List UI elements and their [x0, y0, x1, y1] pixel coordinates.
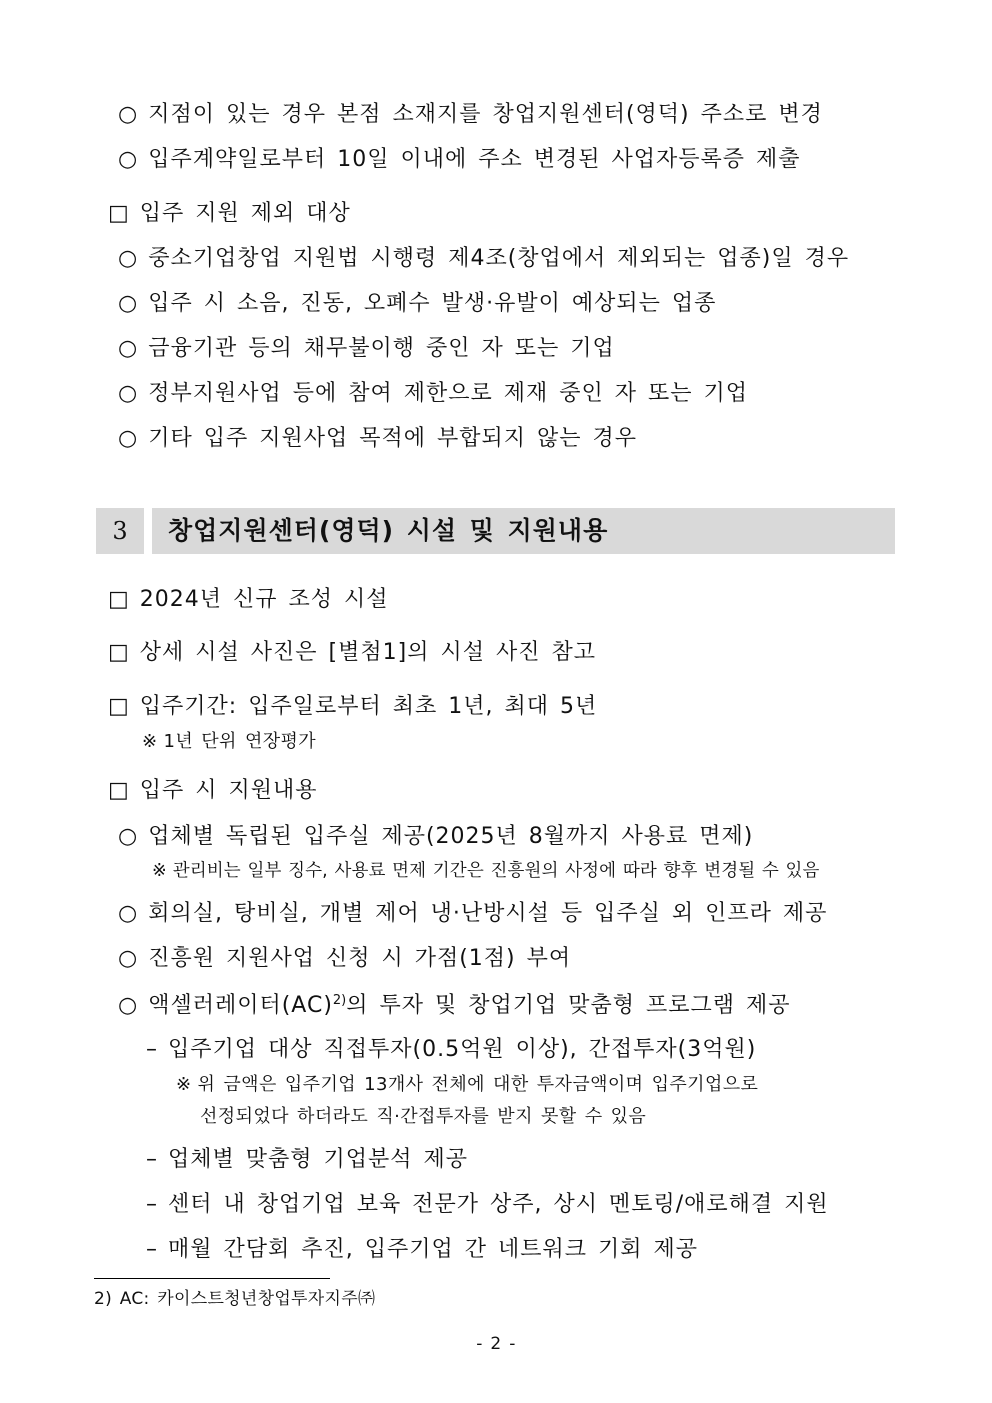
circle-bullet-icon: ○	[118, 336, 139, 361]
top-item-2	[118, 149, 800, 171]
circle-bullet-icon: ○	[118, 147, 139, 172]
item-text: 업체별 독립된 입주실 제공(2025년 8월까지 사용료 면제)	[148, 824, 754, 849]
note-text: 1년 단위 연장평가	[163, 731, 317, 752]
exclusion-item-1	[118, 248, 849, 270]
heading-text: 입주 지원 제외 대상	[139, 201, 351, 226]
item-text: 진흥원 지원사업 신청 시 가점(1점) 부여	[148, 946, 572, 971]
page-number: - 2 -	[476, 1334, 516, 1354]
circle-bullet-icon: ○	[118, 102, 139, 127]
dash-bullet-icon: –	[146, 1237, 158, 1262]
ac-sub-item-1	[146, 1039, 756, 1061]
facility-photos	[108, 642, 596, 664]
footnote: 2) AC: 카이스트청년창업투자지주㈜	[94, 1289, 376, 1309]
item-text: 업체별 맞춤형 기업분석 제공	[168, 1147, 469, 1172]
dash-bullet-icon: –	[146, 1192, 158, 1217]
facility-period-note	[142, 733, 316, 751]
section-title: 창업지원센터(영덕) 시설 및 지원내용	[152, 508, 895, 554]
note-text: 위 금액은 입주기업 13개사 전체에 대한 투자금액이며 입주기업으로	[197, 1074, 759, 1095]
item-text: 회의실, 탕비실, 개별 제어 냉·난방시설 등 입주실 외 인프라 제공	[148, 901, 828, 926]
support-ac	[118, 994, 791, 1017]
circle-bullet-icon: ○	[118, 993, 139, 1018]
square-bullet-icon: □	[108, 640, 130, 665]
square-bullet-icon: □	[108, 201, 130, 226]
footnote-ref: 2)	[332, 993, 347, 1008]
ac-sub-item-4	[146, 1239, 698, 1261]
item-text: 기타 입주 지원사업 목적에 부합되지 않는 경우	[148, 426, 637, 451]
square-bullet-icon: □	[108, 587, 130, 612]
item-text: 정부지원사업 등에 참여 제한으로 제재 중인 자 또는 기업	[148, 381, 748, 406]
section-number: 3	[96, 508, 144, 554]
ac-note-line-1	[176, 1076, 758, 1094]
facility-new	[108, 589, 389, 611]
item-text: 입주기간: 입주일로부터 최초 1년, 최대 5년	[139, 694, 598, 719]
item-text: 상세 시설 사진은 [별첨1]의 시설 사진 참고	[139, 640, 596, 665]
square-bullet-icon: □	[108, 694, 130, 719]
support-bonus	[118, 948, 571, 970]
support-office-note	[152, 863, 820, 881]
circle-bullet-icon: ○	[118, 246, 139, 271]
exclusion-item-4	[118, 383, 748, 405]
exclusion-heading	[108, 203, 351, 225]
ac-sub-item-3	[146, 1194, 829, 1216]
item-text: 입주기업 대상 직접투자(0.5억원 이상), 간접투자(3억원)	[168, 1037, 757, 1062]
exclusion-item-3	[118, 338, 615, 360]
note-mark-icon: ※	[142, 731, 158, 752]
item-text: 센터 내 창업기업 보육 전문가 상주, 상시 멘토링/애로해결 지원	[168, 1192, 829, 1217]
exclusion-item-2	[118, 293, 716, 315]
circle-bullet-icon: ○	[118, 381, 139, 406]
dash-bullet-icon: –	[146, 1037, 158, 1062]
item-text: 입주계약일로부터 10일 이내에 주소 변경된 사업자등록증 제출	[148, 147, 801, 172]
item-text: 2024년 신규 조성 시설	[139, 587, 389, 612]
circle-bullet-icon: ○	[118, 426, 139, 451]
note-mark-icon: ※	[176, 1074, 192, 1095]
item-text: 금융기관 등의 채무불이행 중인 자 또는 기업	[148, 336, 615, 361]
support-infra	[118, 903, 827, 925]
top-item-1	[118, 104, 823, 126]
ac-text-post: 의 투자 및 창업기업 맞춤형 프로그램 제공	[346, 993, 791, 1018]
note-text: 관리비는 일부 징수, 사용료 면제 기간은 진흥원의 사정에 따라 향후 변경될 수 있음	[172, 861, 820, 881]
ac-text-pre: 액셀러레이터(AC)	[148, 993, 333, 1018]
ac-note-line-2	[200, 1108, 646, 1126]
note-mark-icon: ※	[152, 861, 167, 881]
heading-text: 입주 시 지원내용	[139, 778, 318, 803]
item-text: 중소기업창업 지원법 시행령 제4조(창업에서 제외되는 업종)일 경우	[148, 246, 850, 271]
item-text: 지점이 있는 경우 본점 소재지를 창업지원센터(영덕) 주소로 변경	[148, 102, 823, 127]
item-text: 입주 시 소음, 진동, 오폐수 발생·유발이 예상되는 업종	[148, 291, 717, 316]
support-heading	[108, 780, 318, 802]
support-office	[118, 826, 753, 848]
footnote-divider	[94, 1278, 330, 1279]
circle-bullet-icon: ○	[118, 946, 139, 971]
item-text: 매월 간담회 추진, 입주기업 간 네트워크 기회 제공	[168, 1237, 698, 1262]
circle-bullet-icon: ○	[118, 824, 139, 849]
facility-period	[108, 696, 597, 718]
dash-bullet-icon: –	[146, 1147, 158, 1172]
ac-sub-item-2	[146, 1149, 468, 1171]
exclusion-item-5	[118, 428, 637, 450]
square-bullet-icon: □	[108, 778, 130, 803]
circle-bullet-icon: ○	[118, 901, 139, 926]
circle-bullet-icon: ○	[118, 291, 139, 316]
note-text: 선정되었다 하더라도 직·간접투자를 받지 못할 수 있음	[200, 1106, 647, 1127]
